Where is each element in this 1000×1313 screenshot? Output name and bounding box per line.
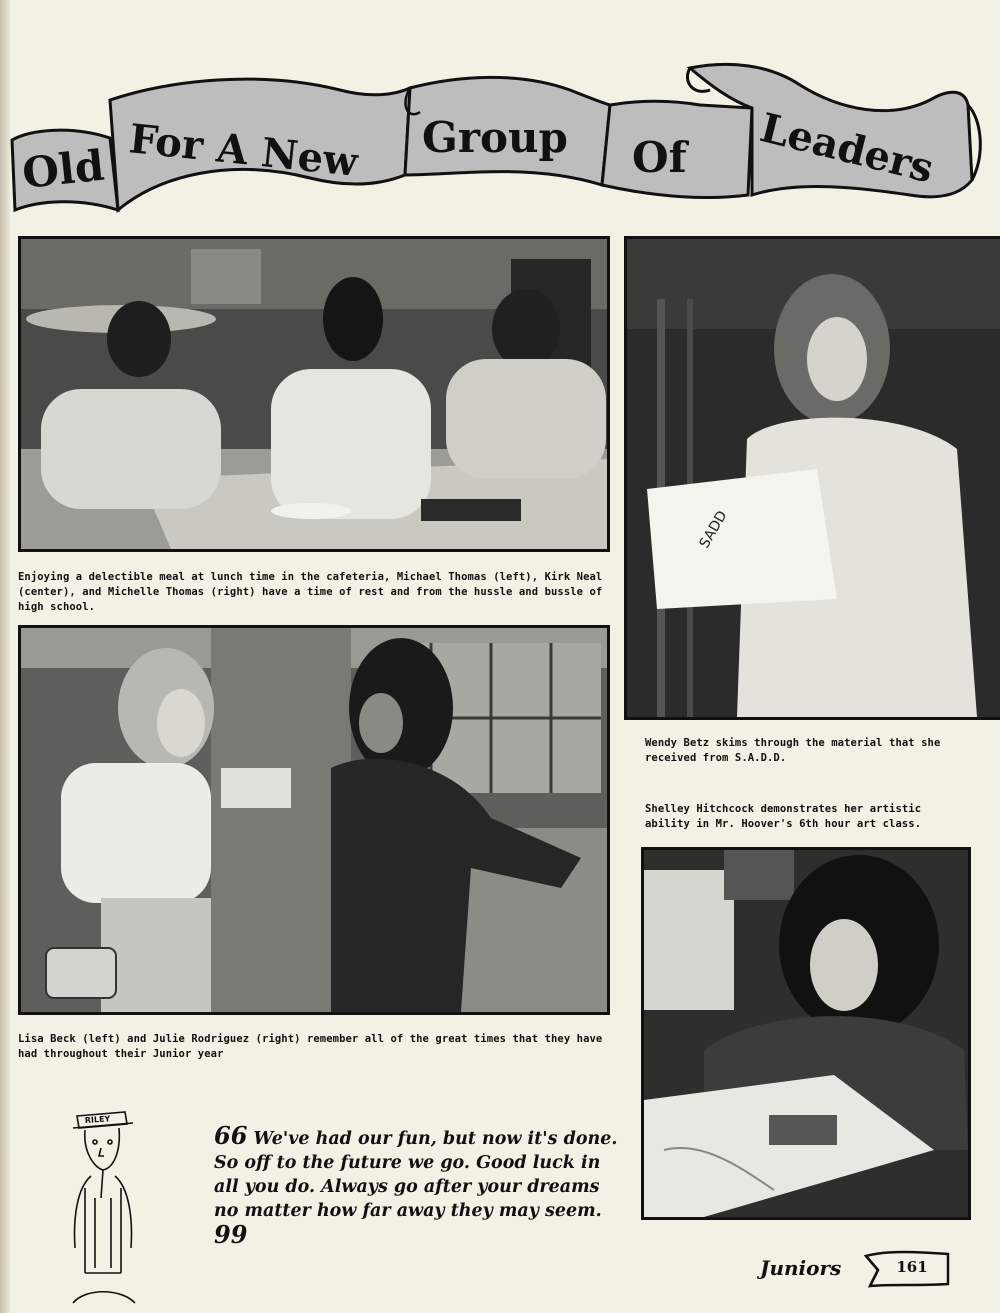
cafeteria-caption: Enjoying a delectible meal at lunch time in the cafeteria, Michael Thomas (left), Kirk Neal (center), and Michelle Thomas (right) have a time of rest and from the hussle and bussle of high school.: [18, 571, 603, 613]
svg-text:SADD: SADD: [696, 508, 731, 551]
binding-edge: [0, 0, 10, 1313]
sadd-caption: Wendy Betz skims through the material that she received from S.A.D.D.: [645, 737, 941, 764]
sadd-photo: [624, 236, 1000, 720]
quote-text: We've had our fun, but now it's done. So off to the future we go. Good luck in all you do. Always go after your dreams no matter how far away they may seem.: [214, 1129, 618, 1221]
senior-quote: [214, 1121, 624, 1250]
banner-word-1: Old: [19, 140, 107, 198]
headline-banner: [10, 60, 985, 220]
art-caption: Shelley Hitchcock demonstrates her artistic ability in Mr. Hoover's 6th hour art class.: [645, 803, 922, 830]
section-label: Juniors: [760, 1256, 842, 1280]
page-number: 161: [896, 1258, 928, 1276]
banner-word-2: For A New: [126, 115, 360, 186]
riley-mascot-drawing: [55, 1098, 150, 1313]
banner-word-4: Of: [632, 133, 687, 182]
close-quote-mark: 99: [214, 1220, 248, 1249]
banner-word-5: Leaders: [755, 104, 939, 193]
mascot-hat-label: RILEY: [84, 1114, 111, 1125]
art-class-photo: [641, 847, 971, 1220]
open-quote-mark: 66: [214, 1121, 248, 1150]
banner-word-3: Group: [422, 113, 568, 162]
hallway-caption: Lisa Beck (left) and Julie Rodriguez (right) remember all of the great times that they have had throughout their Junior year: [18, 1033, 603, 1060]
hallway-photo: [18, 625, 610, 1015]
cafeteria-photo: [18, 236, 610, 552]
